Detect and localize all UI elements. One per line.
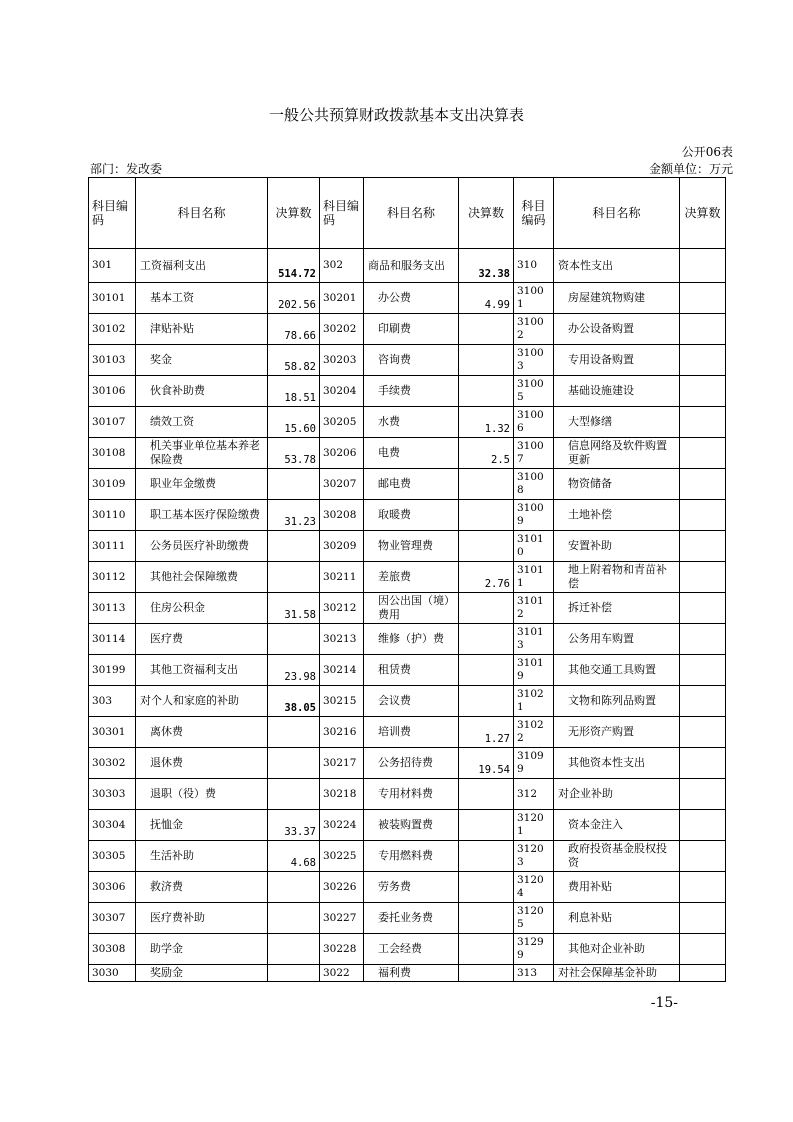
amount-cell xyxy=(459,376,514,407)
amount-cell xyxy=(459,500,514,531)
subject-name-cell: 政府投资基金股权投资 xyxy=(554,841,680,872)
amount-cell: 78.66 xyxy=(268,314,320,345)
subject-code-cell: 30112 xyxy=(89,562,136,593)
subject-name-cell: 信息网络及软件购置更新 xyxy=(554,438,680,469)
table-row xyxy=(89,655,726,686)
amount-cell: 2.76 xyxy=(459,562,514,593)
subject-code-cell: 30114 xyxy=(89,624,136,655)
header-code-1: 科目编码 xyxy=(89,178,136,249)
subject-name-cell: 退职（役）费 xyxy=(136,779,268,810)
subject-code-cell: 302 xyxy=(320,249,364,283)
amount-cell xyxy=(459,531,514,562)
page-title: 一般公共预算财政拨款基本支出决算表 xyxy=(268,106,524,124)
subject-code-cell: 30304 xyxy=(89,810,136,841)
subject-code-cell: 301 xyxy=(89,249,136,283)
subject-code-cell: 30108 xyxy=(89,438,136,469)
subject-name-cell: 地上附着物和青苗补偿 xyxy=(554,562,680,593)
subject-name-cell: 机关事业单位基本养老保险费 xyxy=(136,438,268,469)
amount-cell xyxy=(680,531,726,562)
amount-cell xyxy=(680,562,726,593)
subject-name-cell: 其他社会保障缴费 xyxy=(136,562,268,593)
header-name-2: 科目名称 xyxy=(364,178,459,249)
subject-code-cell: 3030 xyxy=(89,965,136,982)
subject-code-cell: 30306 xyxy=(89,872,136,903)
subject-name-cell: 其他工资福利支出 xyxy=(136,655,268,686)
subject-code-cell: 30102 xyxy=(89,314,136,345)
subject-code-cell: 30203 xyxy=(320,345,364,376)
subject-code-cell: 30110 xyxy=(89,500,136,531)
subject-name-cell: 电费 xyxy=(364,438,459,469)
amount-cell xyxy=(680,345,726,376)
subject-code-cell: 30206 xyxy=(320,438,364,469)
subject-code-cell: 30107 xyxy=(89,407,136,438)
subject-name-cell: 利息补贴 xyxy=(554,903,680,934)
table-row xyxy=(89,500,726,531)
subject-name-cell: 对企业补助 xyxy=(554,779,680,810)
subject-name-cell: 职工基本医疗保险缴费 xyxy=(136,500,268,531)
subject-name-cell: 伙食补助费 xyxy=(136,376,268,407)
subject-code-cell: 31299 xyxy=(514,934,554,965)
subject-code-cell: 31203 xyxy=(514,841,554,872)
subject-name-cell: 对社会保障基金补助 xyxy=(554,965,680,982)
subject-code-cell: 30303 xyxy=(89,779,136,810)
subject-name-cell: 医疗费 xyxy=(136,624,268,655)
subject-name-cell: 其他资本性支出 xyxy=(554,748,680,779)
subject-code-cell: 30202 xyxy=(320,314,364,345)
subject-name-cell: 劳务费 xyxy=(364,872,459,903)
subject-code-cell: 31201 xyxy=(514,810,554,841)
subject-code-cell: 30205 xyxy=(320,407,364,438)
subject-code-cell: 310 xyxy=(514,249,554,283)
amount-cell xyxy=(680,655,726,686)
table-row xyxy=(89,841,726,872)
subject-code-cell: 30212 xyxy=(320,593,364,624)
subject-code-cell: 30103 xyxy=(89,345,136,376)
header-value-2: 决算数 xyxy=(459,178,514,249)
subject-code-cell: 31005 xyxy=(514,376,554,407)
subject-code-cell: 30218 xyxy=(320,779,364,810)
subject-code-cell: 313 xyxy=(514,965,554,982)
table-row xyxy=(89,314,726,345)
amount-cell xyxy=(680,249,726,283)
subject-name-cell: 无形资产购置 xyxy=(554,717,680,748)
amount-cell xyxy=(459,965,514,982)
amount-cell: 31.23 xyxy=(268,500,320,531)
subject-code-cell: 30226 xyxy=(320,872,364,903)
subject-name-cell: 办公设备购置 xyxy=(554,314,680,345)
amount-cell xyxy=(680,686,726,717)
subject-name-cell: 离休费 xyxy=(136,717,268,748)
subject-code-cell: 30227 xyxy=(320,903,364,934)
amount-cell xyxy=(680,624,726,655)
subject-name-cell: 手续费 xyxy=(364,376,459,407)
subject-name-cell: 公务员医疗补助缴费 xyxy=(136,531,268,562)
amount-unit-label: 金额单位：万元 xyxy=(648,162,733,176)
subject-name-cell: 救济费 xyxy=(136,872,268,903)
amount-cell xyxy=(459,903,514,934)
amount-cell xyxy=(459,841,514,872)
table-row xyxy=(89,283,726,314)
subject-name-cell: 委托业务费 xyxy=(364,903,459,934)
header-code-2: 科目编码 xyxy=(320,178,364,249)
subject-code-cell: 31003 xyxy=(514,345,554,376)
subject-code-cell: 30228 xyxy=(320,934,364,965)
subject-code-cell: 31001 xyxy=(514,283,554,314)
subject-code-cell: 30209 xyxy=(320,531,364,562)
amount-cell xyxy=(459,686,514,717)
amount-cell: 2.5 xyxy=(459,438,514,469)
subject-name-cell: 会议费 xyxy=(364,686,459,717)
amount-cell xyxy=(268,872,320,903)
subject-code-cell: 30308 xyxy=(89,934,136,965)
subject-name-cell: 差旅费 xyxy=(364,562,459,593)
amount-cell: 32.38 xyxy=(459,249,514,283)
table-row xyxy=(89,903,726,934)
amount-cell xyxy=(268,903,320,934)
table-row xyxy=(89,345,726,376)
subject-code-cell: 30211 xyxy=(320,562,364,593)
table-row xyxy=(89,249,726,283)
subject-name-cell: 专用材料费 xyxy=(364,779,459,810)
subject-code-cell: 30214 xyxy=(320,655,364,686)
table-row xyxy=(89,469,726,500)
amount-cell: 23.98 xyxy=(268,655,320,686)
table-row xyxy=(89,376,726,407)
amount-cell xyxy=(268,531,320,562)
subject-code-cell: 30113 xyxy=(89,593,136,624)
header-name-3: 科目名称 xyxy=(554,178,680,249)
amount-cell: 19.54 xyxy=(459,748,514,779)
subject-code-cell: 30111 xyxy=(89,531,136,562)
amount-cell xyxy=(459,314,514,345)
table-row xyxy=(89,748,726,779)
table-row xyxy=(89,593,726,624)
amount-cell xyxy=(680,779,726,810)
subject-name-cell: 资本金注入 xyxy=(554,810,680,841)
amount-cell xyxy=(459,810,514,841)
subject-code-cell: 31022 xyxy=(514,717,554,748)
amount-cell: 38.05 xyxy=(268,686,320,717)
subject-name-cell: 专用燃料费 xyxy=(364,841,459,872)
subject-name-cell: 职业年金缴费 xyxy=(136,469,268,500)
subject-code-cell: 31009 xyxy=(514,500,554,531)
header-name-1: 科目名称 xyxy=(136,178,268,249)
amount-cell xyxy=(268,779,320,810)
subject-name-cell: 租赁费 xyxy=(364,655,459,686)
subject-code-cell: 31099 xyxy=(514,748,554,779)
amount-cell xyxy=(459,624,514,655)
subject-code-cell: 31204 xyxy=(514,872,554,903)
subject-name-cell: 公务用车购置 xyxy=(554,624,680,655)
amount-cell xyxy=(459,872,514,903)
subject-code-cell: 312 xyxy=(514,779,554,810)
amount-cell: 1.27 xyxy=(459,717,514,748)
amount-cell xyxy=(680,593,726,624)
table-header-row xyxy=(89,178,726,249)
subject-code-cell: 31002 xyxy=(514,314,554,345)
subject-name-cell: 费用补贴 xyxy=(554,872,680,903)
subject-code-cell: 30215 xyxy=(320,686,364,717)
amount-cell xyxy=(680,810,726,841)
amount-cell: 31.58 xyxy=(268,593,320,624)
subject-name-cell: 公务招待费 xyxy=(364,748,459,779)
subject-name-cell: 被装购置费 xyxy=(364,810,459,841)
subject-name-cell: 助学金 xyxy=(136,934,268,965)
subject-code-cell: 30204 xyxy=(320,376,364,407)
amount-cell xyxy=(680,841,726,872)
subject-name-cell: 印刷费 xyxy=(364,314,459,345)
subject-name-cell: 专用设备购置 xyxy=(554,345,680,376)
subject-code-cell: 30217 xyxy=(320,748,364,779)
table-row xyxy=(89,438,726,469)
subject-name-cell: 房屋建筑物购建 xyxy=(554,283,680,314)
subject-code-cell: 30216 xyxy=(320,717,364,748)
table-row xyxy=(89,779,726,810)
subject-code-cell: 30101 xyxy=(89,283,136,314)
subject-code-cell: 30201 xyxy=(320,283,364,314)
subject-code-cell: 31021 xyxy=(514,686,554,717)
subject-code-cell: 30106 xyxy=(89,376,136,407)
amount-cell: 4.99 xyxy=(459,283,514,314)
table-row xyxy=(89,531,726,562)
subject-name-cell: 医疗费补助 xyxy=(136,903,268,934)
amount-cell xyxy=(680,438,726,469)
table-row xyxy=(89,686,726,717)
amount-cell xyxy=(459,655,514,686)
amount-cell xyxy=(680,314,726,345)
subject-name-cell: 基本工资 xyxy=(136,283,268,314)
subject-code-cell: 31013 xyxy=(514,624,554,655)
table-row xyxy=(89,407,726,438)
amount-cell: 514.72 xyxy=(268,249,320,283)
table-row xyxy=(89,562,726,593)
amount-cell xyxy=(459,779,514,810)
subject-name-cell: 安置补助 xyxy=(554,531,680,562)
subject-name-cell: 水费 xyxy=(364,407,459,438)
table-row xyxy=(89,810,726,841)
subject-name-cell: 退休费 xyxy=(136,748,268,779)
subject-name-cell: 福利费 xyxy=(364,965,459,982)
amount-cell xyxy=(680,717,726,748)
amount-cell xyxy=(680,965,726,982)
subject-name-cell: 维修（护）费 xyxy=(364,624,459,655)
amount-cell xyxy=(268,469,320,500)
subject-name-cell: 其他对企业补助 xyxy=(554,934,680,965)
amount-cell xyxy=(268,562,320,593)
subject-name-cell: 因公出国（境）费用 xyxy=(364,593,459,624)
page-number: -15- xyxy=(650,995,678,1011)
subject-name-cell: 物资储备 xyxy=(554,469,680,500)
subject-name-cell: 拆迁补偿 xyxy=(554,593,680,624)
subject-name-cell: 大型修缮 xyxy=(554,407,680,438)
subject-name-cell: 奖金 xyxy=(136,345,268,376)
subject-name-cell: 其他交通工具购置 xyxy=(554,655,680,686)
subject-code-cell: 30305 xyxy=(89,841,136,872)
table-row xyxy=(89,624,726,655)
table-row xyxy=(89,965,726,982)
subject-name-cell: 办公费 xyxy=(364,283,459,314)
amount-cell: 1.32 xyxy=(459,407,514,438)
subject-code-cell: 31006 xyxy=(514,407,554,438)
subject-code-cell: 31011 xyxy=(514,562,554,593)
amount-cell xyxy=(680,872,726,903)
subject-name-cell: 培训费 xyxy=(364,717,459,748)
amount-cell: 33.37 xyxy=(268,810,320,841)
subject-name-cell: 工资福利支出 xyxy=(136,249,268,283)
subject-code-cell: 30225 xyxy=(320,841,364,872)
subject-name-cell: 邮电费 xyxy=(364,469,459,500)
subject-name-cell: 抚恤金 xyxy=(136,810,268,841)
table-row xyxy=(89,934,726,965)
amount-cell xyxy=(680,407,726,438)
amount-cell: 58.82 xyxy=(268,345,320,376)
subject-code-cell: 30208 xyxy=(320,500,364,531)
header-value-3: 决算数 xyxy=(680,178,726,249)
subject-name-cell: 土地补偿 xyxy=(554,500,680,531)
subject-code-cell: 31205 xyxy=(514,903,554,934)
subject-name-cell: 工会经费 xyxy=(364,934,459,965)
subject-name-cell: 津贴补贴 xyxy=(136,314,268,345)
amount-cell xyxy=(459,593,514,624)
amount-cell: 53.78 xyxy=(268,438,320,469)
subject-code-cell: 303 xyxy=(89,686,136,717)
amount-cell: 15.60 xyxy=(268,407,320,438)
subject-code-cell: 3022 xyxy=(320,965,364,982)
table-row xyxy=(89,717,726,748)
subject-name-cell: 奖励金 xyxy=(136,965,268,982)
amount-cell xyxy=(680,376,726,407)
amount-cell xyxy=(680,934,726,965)
subject-name-cell: 对个人和家庭的补助 xyxy=(136,686,268,717)
subject-name-cell: 取暖费 xyxy=(364,500,459,531)
subject-code-cell: 30301 xyxy=(89,717,136,748)
subject-code-cell: 31010 xyxy=(514,531,554,562)
table-row xyxy=(89,872,726,903)
subject-name-cell: 基础设施建设 xyxy=(554,376,680,407)
amount-cell xyxy=(268,934,320,965)
subject-code-cell: 30224 xyxy=(320,810,364,841)
subject-name-cell: 物业管理费 xyxy=(364,531,459,562)
subject-name-cell: 生活补助 xyxy=(136,841,268,872)
header-code-3: 科目编码 xyxy=(514,178,554,249)
amount-cell xyxy=(680,748,726,779)
header-value-1: 决算数 xyxy=(268,178,320,249)
amount-cell xyxy=(680,500,726,531)
amount-cell xyxy=(268,748,320,779)
amount-cell: 18.51 xyxy=(268,376,320,407)
amount-cell xyxy=(459,469,514,500)
amount-cell xyxy=(459,934,514,965)
form-number: 公开06表 xyxy=(681,145,733,159)
subject-code-cell: 30307 xyxy=(89,903,136,934)
amount-cell: 202.56 xyxy=(268,283,320,314)
subject-code-cell: 31012 xyxy=(514,593,554,624)
department-label: 部门：发改委 xyxy=(90,162,163,176)
subject-code-cell: 31008 xyxy=(514,469,554,500)
amount-cell xyxy=(459,345,514,376)
subject-code-cell: 30199 xyxy=(89,655,136,686)
subject-name-cell: 商品和服务支出 xyxy=(364,249,459,283)
subject-code-cell: 30302 xyxy=(89,748,136,779)
amount-cell xyxy=(268,717,320,748)
subject-code-cell: 30207 xyxy=(320,469,364,500)
subject-name-cell: 咨询费 xyxy=(364,345,459,376)
subject-code-cell: 31019 xyxy=(514,655,554,686)
subject-name-cell: 文物和陈列品购置 xyxy=(554,686,680,717)
amount-cell xyxy=(680,903,726,934)
subject-code-cell: 30213 xyxy=(320,624,364,655)
subject-name-cell: 资本性支出 xyxy=(554,249,680,283)
amount-cell xyxy=(680,469,726,500)
amount-cell xyxy=(268,624,320,655)
amount-cell xyxy=(268,965,320,982)
amount-cell xyxy=(680,283,726,314)
subject-name-cell: 绩效工资 xyxy=(136,407,268,438)
amount-cell: 4.68 xyxy=(268,841,320,872)
subject-code-cell: 30109 xyxy=(89,469,136,500)
subject-name-cell: 住房公积金 xyxy=(136,593,268,624)
expenditure-table xyxy=(88,177,726,982)
subject-code-cell: 31007 xyxy=(514,438,554,469)
